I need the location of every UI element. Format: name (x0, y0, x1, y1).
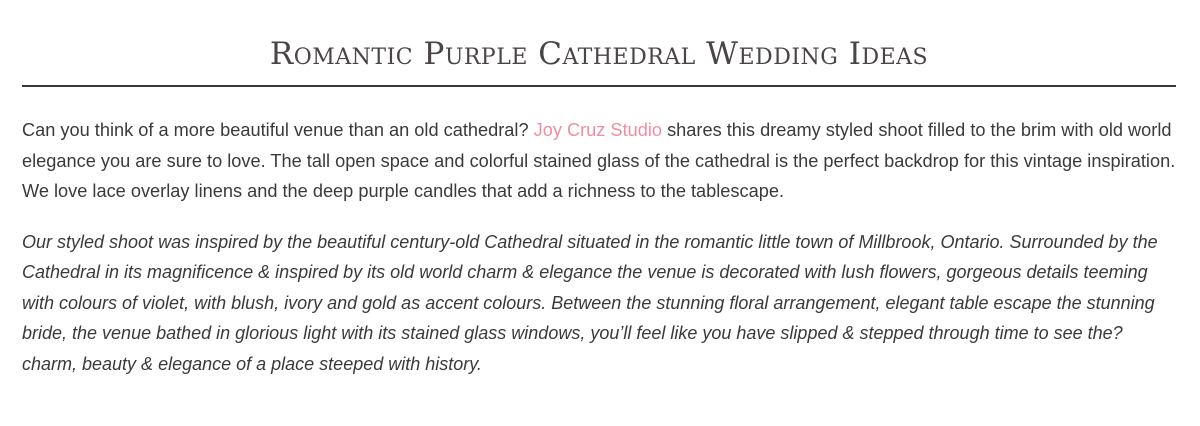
title-divider (22, 85, 1176, 87)
joy-cruz-studio-link[interactable]: Joy Cruz Studio (533, 120, 663, 140)
intro-paragraph (22, 115, 1176, 207)
article-title: Romantic Purple Cathedral Wedding Ideas (269, 36, 929, 72)
intro-text-after-link: shares this dreamy styled shoot filled to the brim with old world elegance you are sure to love. The tall open space and colorful stained glass of the cathedral is the perfect backdrop for this vintage inspiration. We love lace overlay linens and the deep purple candles that add a richness to the tablescape. (22, 120, 1176, 201)
quote-paragraph: Our styled shoot was inspired by the beautiful century-old Cathedral situated in the romantic little town of Millbrook, Ontario. Surrounded by the Cathedral in its magnificence & inspired by its old world charm & elegance the venue is decorated with lush flowers, gorgeous details teeming with colours of violet, with blush, ivory and gold as accent colours. Between the stunning floral arrangement, elegant table escape the stunning bride, the venue bathed in glorious light with its stained glass windows, you’ll feel like you have slipped & stepped through time to see the? charm, beauty & elegance of a place steeped with history. (22, 231, 1158, 374)
intro-text-before-link: Can you think of a more beautiful venue than an old cathedral? (22, 120, 534, 140)
article (22, 0, 1176, 379)
